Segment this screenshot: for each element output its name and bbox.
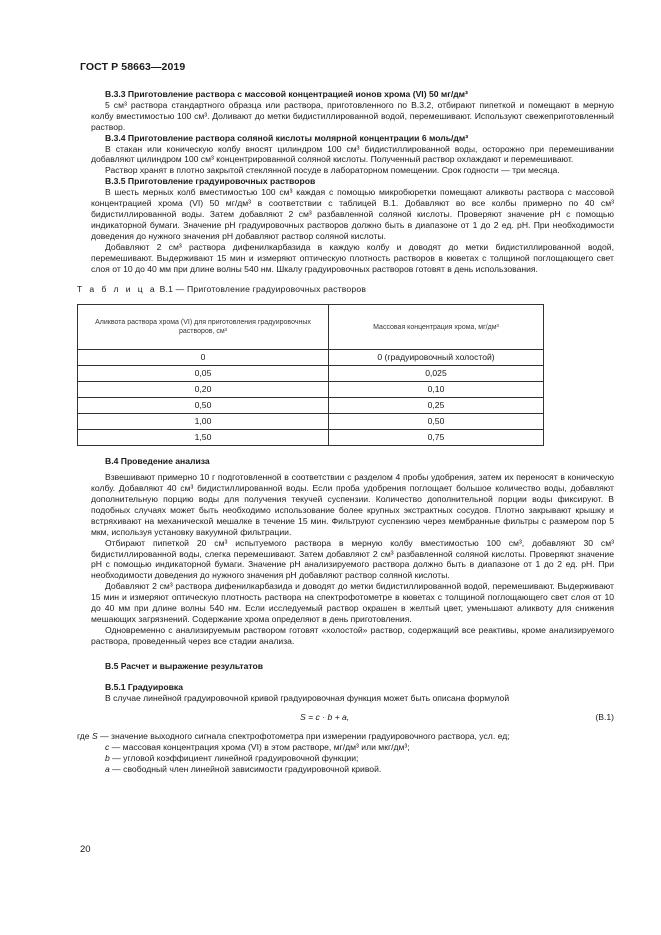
section-b34-title: В.3.4 Приготовление раствора соляной кислоты молярной концентрации 6 моль/дм³ bbox=[105, 132, 469, 143]
legend-text: — значение выходного сигнала спектрофотометра при измерении градуировочного раствора, усл. ед; bbox=[97, 731, 510, 742]
section-b4-paragraph-2: Отбирают пипеткой 20 см³ испытуемого раствора в мерную колбу вместимостью 100 см³, добавляют 30 см³ бидистиллированной воды, слегка перемешивают. Затем добавляют 2 см³ разбавленной соляной кислоты. Проверяют значение pH с помощью индикаторной бумаги. Значение pH анализируемого раствора должно быть в диапазоне от 1 до 2 ед. pH. При необходимости доведения до нужного значения pH добавляют раствор соляной кислоты. bbox=[91, 537, 614, 581]
formula-b1 bbox=[91, 709, 614, 727]
section-b35-paragraph-1: В шесть мерных колб вместимостью 100 см³ каждая с помощью микробюретки помещают аликвоты раствора с массовой концентрацией хрома (VI) 50 мг/дм³ в соответствии с таблицей В.1. Добавляют во все колбы примерно по 40 см³ бидистиллированной воды. Затем добавляют 2 см³ разбавленной соляной кислоты. Проверяют значение pH с помощью индикаторной бумаги. Значение pH градуировочных растворов должно быть в диапазоне от 1 до 2 ед. pH. При необходимости доведения до нужного значения pH добавляют раствор соляной кислоты. bbox=[91, 187, 614, 241]
table-cell-concentration: 0,10 bbox=[329, 382, 544, 398]
table-row bbox=[78, 366, 544, 382]
table-header-concentration: Массовая концентрация хрома, мг/дм³ bbox=[329, 305, 544, 350]
legend-symbol: S bbox=[91, 731, 98, 742]
table-caption bbox=[77, 284, 614, 295]
section-b51-title: В.5.1 Градуировка bbox=[105, 681, 183, 692]
legend-item bbox=[77, 742, 614, 753]
table-header-aliquot: Аликвота раствора хрома (VI) для приготовления градуировочных растворов, см³ bbox=[78, 305, 329, 350]
table-row bbox=[78, 350, 544, 366]
legend-text: — свободный член линейной зависимости градуировочной кривой. bbox=[109, 764, 382, 775]
legend-symbol: a bbox=[105, 764, 110, 775]
table-row bbox=[78, 398, 544, 414]
section-b35-paragraph-2: Добавляют 2 см³ раствора дифенилкарбазида в каждую колбу и доводят до метки бидистиллированной водой, перемешивают. Выдерживают 15 мин и измеряют оптическую плотность растворов в кюветах с толщиной поглощающего свет слоя от 10 до 40 мм при длине волны 540 нм. Шкалу градуировочных растворов готовят в день использования. bbox=[91, 241, 614, 274]
table-cell-concentration: 0,75 bbox=[329, 430, 544, 446]
table-caption-text: В.1 — Приготовление градуировочных растворов bbox=[157, 284, 367, 295]
section-b33-title: В.3.3 Приготовление раствора с массовой концентрацией ионов хрома (VI) 50 мг/дм³ bbox=[105, 89, 468, 99]
table-cell-aliquot: 0,05 bbox=[78, 366, 329, 382]
document-body bbox=[77, 89, 614, 775]
table-cell-concentration: 0,025 bbox=[329, 366, 544, 382]
section-b4-title: В.4 Проведение анализа bbox=[105, 456, 210, 467]
table-cell-concentration: 0,50 bbox=[329, 414, 544, 430]
formula-expression: S = c · b + a, bbox=[300, 712, 350, 723]
legend-item bbox=[77, 731, 614, 742]
calibration-table bbox=[77, 304, 544, 446]
section-b34-paragraph-2: Раствор хранят в плотно закрытой стеклянной посуде в лабораторном помещении. Срок годности — три месяца. bbox=[105, 165, 560, 176]
legend-item bbox=[77, 753, 614, 764]
table-cell-concentration: 0,25 bbox=[329, 398, 544, 414]
legend-symbol: b bbox=[105, 753, 110, 764]
section-b51-paragraph: В случае линейной градуировочной кривой градуировочная функция может быть описана формулой bbox=[105, 692, 510, 703]
section-b4-paragraph-3: Добавляют 2 см³ раствора дифенилкарбазида и доводят до метки бидистиллированной водой, перемешивают. Выдерживают 15 мин и измеряют оптическую плотность раствора на спектрофотометре в кюветах с толщиной поглощающего свет слоя от 10 до 40 мм при длине волны 540 нм. Если исследуемый раствор окрашен в желтый цвет, уменьшают аликвоту для снижения мешающих загрязнений. Содержание хрома определяют в день приготовления. bbox=[91, 581, 614, 624]
table-row bbox=[78, 430, 544, 446]
document-header: ГОСТ Р 58663—2019 bbox=[80, 61, 186, 73]
table-cell-concentration: 0 (градуировочный холостой) bbox=[329, 350, 544, 366]
table-header-row bbox=[78, 305, 544, 350]
legend-item bbox=[77, 764, 614, 775]
table-row bbox=[78, 382, 544, 398]
section-b35-title: В.3.5 Приготовление градуировочных растворов bbox=[105, 176, 316, 187]
section-b34-paragraph-1: В стакан или коническую колбу вносят цилиндром 100 см³ бидистиллированной воды, осторожно при перемешивании добавляют цилиндром 100 см³ концентрированной соляной кислоты. Полученный раствор охлаждают и перемешивают. bbox=[91, 143, 614, 165]
section-b5-title: В.5 Расчет и выражение результатов bbox=[105, 660, 264, 671]
table-cell-aliquot: 0,20 bbox=[78, 382, 329, 398]
table-caption-prefix: Т а б л и ц а bbox=[77, 284, 157, 295]
table-cell-aliquot: 1,50 bbox=[78, 430, 329, 446]
section-b33-paragraph: 5 см³ раствора стандартного образца или раствора, приготовленного по В.3.2, отбирают пипеткой и помещают в мерную колбу вместимостью 100 см³. Доливают до метки бидистиллированной водой, перемешивают. Используют свежеприготовленный раствор. bbox=[91, 99, 614, 132]
legend-symbol: c bbox=[105, 742, 110, 753]
legend-text: — угловой коэффициент линейной градуировочной функции; bbox=[109, 753, 359, 764]
table-row bbox=[78, 414, 544, 430]
table-cell-aliquot: 0 bbox=[78, 350, 329, 366]
formula-number: (В.1) bbox=[595, 712, 614, 723]
legend-prefix: где bbox=[77, 731, 92, 742]
formula-legend bbox=[77, 731, 614, 775]
section-b4-paragraph-4: Одновременно с анализируемым раствором готовят «холостой» раствор, содержащий все реактивы, кроме анализируемого раствора, проведенный через все стадии анализа. bbox=[91, 624, 614, 646]
section-b4-paragraph-1: Взвешивают примерно 10 г подготовленной в соответствии с разделом 4 пробы удобрения, затем их переносят в коническую колбу. Добавляют 40 см³ бидистиллированной воды. Если проба удобрения поглощает большое количество воды, добавляют дополнительную порцию воды для получения текучей суспензии. Количество дополнительной порции воды фиксируют. В подобных случаях может быть необходимо использование более крупных экстрактных сосудов. Плотно закрывают крышку и встряхивают на механической мешалке в течение 15 мин. Фильтруют суспензию через мембранные фильтры с размером пор 5 мкм, используя установку вакуумной фильтрации. bbox=[91, 472, 614, 537]
table-cell-aliquot: 0,50 bbox=[78, 398, 329, 414]
page-number: 20 bbox=[80, 844, 91, 855]
legend-text: — массовая концентрация хрома (VI) в этом растворе, мг/дм³ или мкг/дм³; bbox=[109, 742, 410, 753]
table-cell-aliquot: 1,00 bbox=[78, 414, 329, 430]
